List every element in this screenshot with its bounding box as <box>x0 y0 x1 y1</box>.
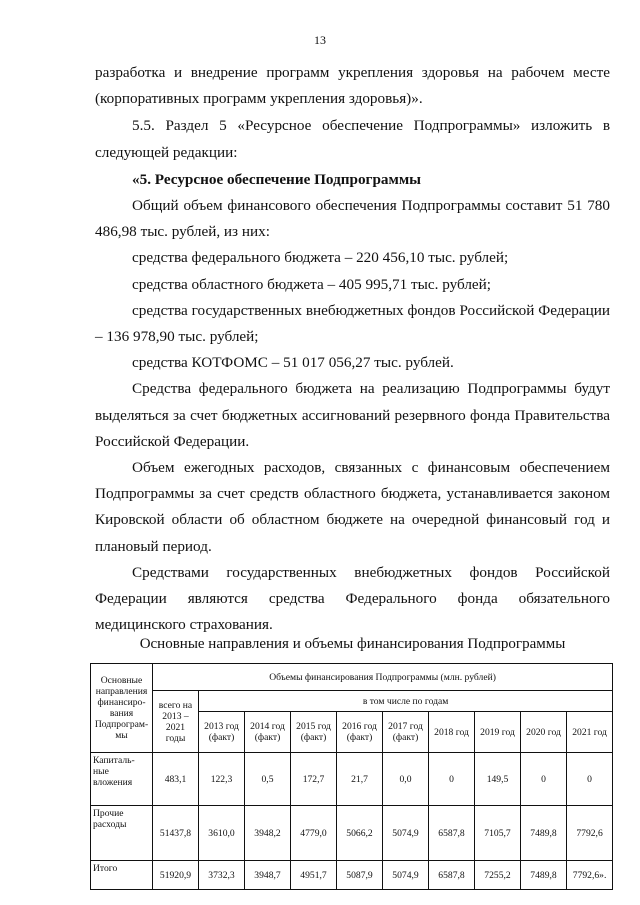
cell-value: 5074,9 <box>383 861 429 890</box>
cell-value: 7489,8 <box>521 861 567 890</box>
paragraph-kotfoms: средства КОТФОМС – 51 017 056,27 тыс. рублей. <box>132 354 454 372</box>
header-funding-volumes: Объемы финансирования Подпрограммы (млн. рублей) <box>153 664 613 691</box>
cell-value: 5066,2 <box>337 806 383 861</box>
paragraph-2: 5.5. Раздел 5 «Ресурсное обеспечение Подпрограммы» изложить в следующей редакции: <box>95 117 610 161</box>
header-year: 2018 год <box>429 712 475 753</box>
cell-value: 172,7 <box>291 753 337 806</box>
header-year: 2014 год (факт) <box>245 712 291 753</box>
cell-value: 5087,9 <box>337 861 383 890</box>
table-row-total <box>91 861 613 890</box>
header-year: 2015 год (факт) <box>291 712 337 753</box>
header-year: 2021 год <box>567 712 613 753</box>
paragraph-regional: средства областного бюджета – 405 995,71 тыс. рублей; <box>132 275 492 293</box>
cell-value: 21,7 <box>337 753 383 806</box>
paragraph-annual-expenses: Объем ежегодных расходов, связанных с финансовым обеспечением Подпрограммы за счет средств областного бюджета, устанавливается законом Кировской области об областном бюджете на очередной финансовый год и плановый период. <box>95 459 610 555</box>
cell-value: 6587,8 <box>429 806 475 861</box>
paragraph-federal-reserve: Средства федерального бюджета на реализацию Подпрограммы будут выделяться за счет бюджетных ассигнований резервного фонда Правительства Российской Федерации. <box>95 380 610 450</box>
cell-value: 0 <box>521 753 567 806</box>
row-label: Прочие расходы <box>91 806 153 861</box>
cell-value: 6587,8 <box>429 861 475 890</box>
header-year: 2020 год <box>521 712 567 753</box>
row-label: Капиталь-ные вложения <box>91 753 153 806</box>
paragraph-extrabudget: средства государственных внебюджетных фондов Российской Федерации – 136 978,90 тыс. рублей; <box>95 301 610 346</box>
cell-value: 3732,3 <box>199 861 245 890</box>
cell-value: 3948,2 <box>245 806 291 861</box>
header-total: всего на 2013 – 2021 годы <box>153 691 199 753</box>
cell-value: 0,5 <box>245 753 291 806</box>
cell-total: 51920,9 <box>153 861 199 890</box>
cell-value: 149,5 <box>475 753 521 806</box>
cell-value: 3610,0 <box>199 806 245 861</box>
cell-value: 0,0 <box>383 753 429 806</box>
cell-value: 7255,2 <box>475 861 521 890</box>
table-header-row <box>91 691 613 712</box>
paragraph-ffoms: Средствами государственных внебюджетных фондов Российской Федерации являются средства Федерального фонда обязательного медицинского страхования. <box>95 563 610 634</box>
cell-value: 7105,7 <box>475 806 521 861</box>
table-title: Основные направления и объемы финансирования Подпрограммы <box>139 636 566 652</box>
cell-total: 51437,8 <box>153 806 199 861</box>
section-heading: «5. Ресурсное обеспечение Подпрограммы <box>132 170 422 188</box>
table-row <box>91 753 613 806</box>
page-number: 13 <box>314 33 326 47</box>
table-row <box>91 806 613 861</box>
cell-value: 7792,6 <box>567 806 613 861</box>
row-label: Итого <box>91 861 153 890</box>
header-year: 2013 год (факт) <box>199 712 245 753</box>
paragraph-federal: средства федерального бюджета – 220 456,10 тыс. рублей; <box>132 249 509 267</box>
funding-table <box>90 663 613 890</box>
table-header-row <box>91 664 613 691</box>
header-by-years: в том числе по годам <box>199 691 613 712</box>
paragraph-1: разработка и внедрение программ укрепления здоровья на рабочем месте (корпоративных программ укрепления здоровья)». <box>95 64 610 108</box>
cell-value: 0 <box>429 753 475 806</box>
header-year: 2017 год (факт) <box>383 712 429 753</box>
header-year: 2019 год <box>475 712 521 753</box>
header-year: 2016 год (факт) <box>337 712 383 753</box>
header-directions: Основные направления финансиро-вания Подпрограм-мы <box>91 664 153 753</box>
cell-value: 122,3 <box>199 753 245 806</box>
cell-value: 3948,7 <box>245 861 291 890</box>
body-text <box>95 60 610 638</box>
cell-value: 4951,7 <box>291 861 337 890</box>
paragraph-total-funding: Общий объем финансового обеспечения Подпрограммы составит 51 780 486,98 тыс. рублей, из них: <box>95 197 610 241</box>
cell-value: 7489,8 <box>521 806 567 861</box>
cell-value: 0 <box>567 753 613 806</box>
cell-value: 5074,9 <box>383 806 429 861</box>
cell-value: 7792,6». <box>567 861 613 890</box>
cell-total: 483,1 <box>153 753 199 806</box>
cell-value: 4779,0 <box>291 806 337 861</box>
